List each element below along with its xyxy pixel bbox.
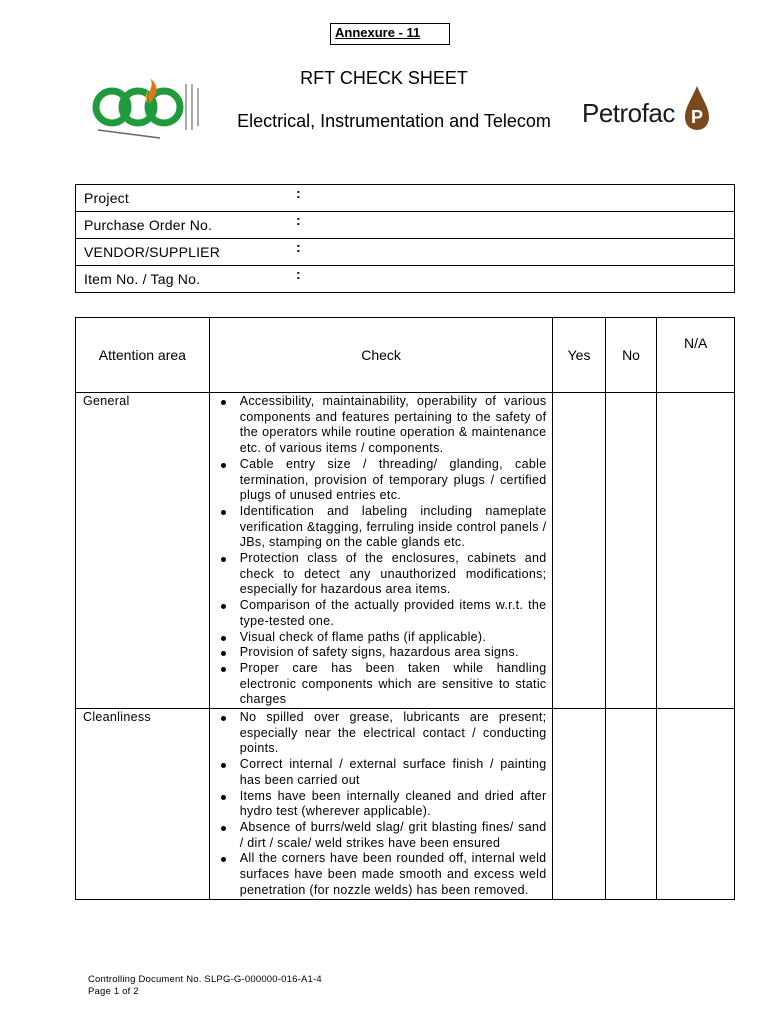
check-item-list — [216, 710, 547, 898]
check-item-list — [216, 394, 547, 708]
check-item: Correct internal / external surface finish / painting has been carried out — [239, 757, 547, 787]
table-row — [76, 393, 735, 709]
check-item: Items have been internally cleaned and dried after hydro test (wherever applicable). — [239, 788, 547, 819]
check-item: Provision of safety signs, hazardous area signs. — [240, 645, 547, 661]
check-item: No spilled over grease, lubricants are present; especially near the electrical contact / conducting points. — [239, 710, 547, 756]
no-cell[interactable] — [605, 709, 657, 899]
checklist-table — [75, 317, 735, 900]
page-footer — [88, 974, 322, 998]
check-item: Absence of burrs/weld slag/ grit blasting fines/ sand / dirt / scale/ weld strikes have been ensured — [239, 819, 547, 850]
info-value[interactable]: : — [288, 239, 735, 266]
row-area-label: General — [76, 393, 210, 709]
info-row-purchase-order — [76, 212, 735, 239]
check-items-cell — [209, 393, 553, 709]
annexure-label: Annexure - 11 — [330, 23, 450, 45]
header-na: N/A — [657, 318, 735, 393]
controlling-document-number: Controlling Document No. SLPG-G-000000-016-A1-4 — [88, 974, 322, 985]
check-item: All the corners have been rounded off, internal weld surfaces have been made smooth and excess weld penetration (for nozzle welds) has been removed. — [239, 851, 547, 897]
page-title: RFT CHECK SHEET — [300, 68, 468, 88]
header-yes: Yes — [553, 318, 605, 393]
info-row-project — [76, 185, 735, 212]
info-value[interactable]: : — [288, 266, 735, 293]
info-row-item-no — [76, 266, 735, 293]
svg-text:P: P — [690, 107, 704, 127]
check-item: Cable entry size / threading/ glanding, cable termination, provision of temporary plugs / certified plugs of unused entries etc. — [239, 456, 547, 503]
page-number: Page 1 of 2 — [88, 986, 139, 997]
na-cell[interactable] — [657, 393, 735, 709]
yes-cell[interactable] — [553, 393, 605, 709]
info-value[interactable]: : — [288, 212, 735, 239]
yes-cell[interactable] — [553, 709, 605, 899]
page-subtitle: Electrical, Instrumentation and Telecom — [237, 111, 551, 131]
info-row-vendor — [76, 239, 735, 266]
na-cell[interactable] — [657, 709, 735, 899]
check-item: Proper care has been taken while handling electronic components which are sensitive to static charges — [239, 660, 547, 707]
checklist-header-row — [76, 318, 735, 393]
check-item: Identification and labeling including nameplate verification &tagging, ferruling inside control panels / JBs, stamping on the cable glands etc. — [239, 503, 547, 550]
info-label: Project — [76, 185, 289, 212]
header-attention-area: Attention area — [76, 318, 210, 393]
check-items-cell — [209, 709, 553, 899]
check-item: Accessibility, maintainability, operability of various components and features pertaining to the safety of the operators while routine operation & maintenance etc. of various items / components. — [239, 394, 547, 456]
petrofac-logo-text: Petrofac — [582, 98, 675, 128]
header-no: No — [605, 318, 657, 393]
petrofac-drop-icon — [682, 84, 712, 132]
info-label: Item No. / Tag No. — [76, 266, 289, 293]
row-area-label: Cleanliness — [76, 709, 210, 899]
no-cell[interactable] — [605, 393, 657, 709]
check-item: Protection class of the enclosures, cabinets and check to detect any unauthorized modifications; especially for hazardous area items. — [239, 551, 547, 597]
table-row — [76, 709, 735, 899]
check-item: Comparison of the actually provided items w.r.t. the type-tested one. — [239, 598, 547, 628]
info-label: Purchase Order No. — [76, 212, 289, 239]
check-item: Visual check of flame paths (if applicable). — [240, 630, 547, 646]
info-label: VENDOR/SUPPLIER — [76, 239, 289, 266]
info-value[interactable]: : — [288, 185, 735, 212]
header-check: Check — [209, 318, 553, 393]
info-table — [75, 184, 735, 293]
